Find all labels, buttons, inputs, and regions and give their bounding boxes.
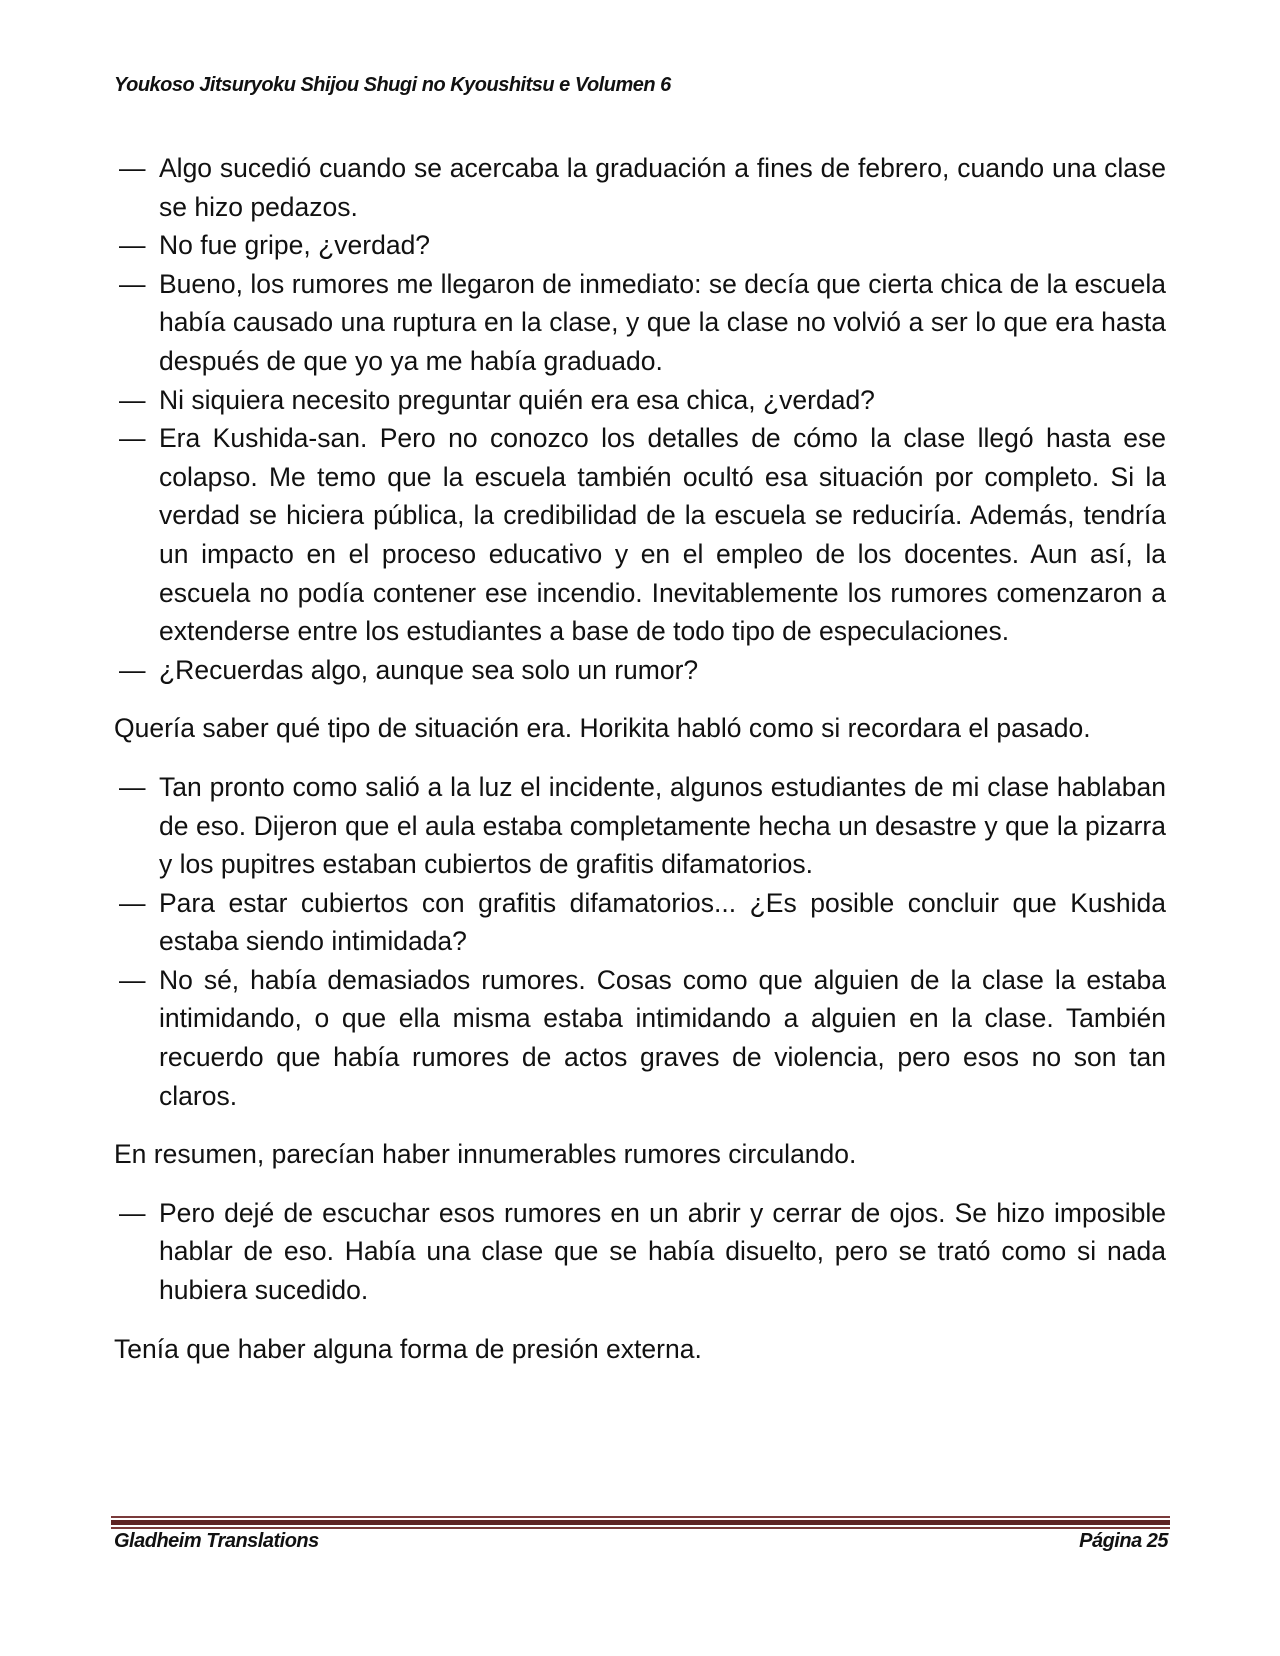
paragraph-text: Para estar cubiertos con grafitis difamatorios... ¿Es posible concluir que Kushida estaba siendo intimidada?	[159, 887, 1166, 957]
dialogue-dash: —	[119, 268, 146, 299]
dialogue-line	[114, 265, 1166, 381]
dialogue-line	[114, 884, 1166, 961]
paragraph-text: No sé, había demasiados rumores. Cosas como que alguien de la clase la estaba intimidando, o que ella misma estaba intimidando a alguien en la clase. También recuerdo que había rumores de actos graves de violencia, pero esos no son tan claros.	[159, 964, 1166, 1111]
paragraph-text: Era Kushida-san. Pero no conozco los detalles de cómo la clase llegó hasta ese colapso. Me temo que la escuela también ocultó esa situación por completo. Si la verdad se hiciera pública, la credibilidad de la escuela se reduciría. Además, tendría un impacto en el proceso educativo y en el empleo de los docentes. Aun así, la escuela no podía contener ese incendio. Inevitablemente los rumores comenzaron a extenderse entre los estudiantes a base de todo tipo de especulaciones.	[159, 423, 1166, 647]
page-number: Página 25	[1079, 1530, 1168, 1552]
footer-rule	[111, 1516, 1170, 1529]
dialogue-dash: —	[119, 771, 146, 802]
paragraph-text: Ni siquiera necesito preguntar quién era esa chica, ¿verdad?	[159, 384, 875, 415]
paragraph-text: Tenía que haber alguna forma de presión externa.	[114, 1333, 702, 1364]
paragraph-text: Pero dejé de escuchar esos rumores en un abrir y cerrar de ojos. Se hizo imposible hablar de eso. Había una clase que se había disuelto, pero se trató como si nada hubiera sucedido.	[159, 1197, 1166, 1306]
dialogue-dash: —	[119, 1197, 146, 1228]
dialogue-line	[114, 768, 1166, 884]
dialogue-dash: —	[119, 153, 146, 183]
dialogue-line	[114, 226, 1166, 265]
paragraph-text: Bueno, los rumores me llegaron de inmediato: se decía que cierta chica de la escuela había causado una ruptura en la clase, y que la clase no volvió a ser lo que era hasta después de que yo ya me había graduado.	[159, 268, 1166, 376]
paragraph-text: ¿Recuerdas algo, aunque sea solo un rumor?	[159, 654, 699, 685]
paragraph-text: Tan pronto como salió a la luz el incidente, algunos estudiantes de mi clase hablaban de eso. Dijeron que el aula estaba completamente hecha un desastre y que la pizarra y los pupitres estaban cubiertos de grafitis difamatorios.	[159, 771, 1166, 880]
dialogue-dash: —	[119, 423, 146, 454]
dialogue-line	[114, 419, 1166, 651]
paragraph-text: No fue gripe, ¿verdad?	[159, 230, 431, 261]
dialogue-line	[114, 381, 1166, 420]
paragraph-text: Algo sucedió cuando se acercaba la graduación a fines de febrero, cuando una clase se hizo pedazos.	[159, 153, 1166, 222]
narration-paragraph	[114, 1330, 1166, 1369]
paragraph-text: Quería saber qué tipo de situación era. Horikita habló como si recordara el pasado.	[114, 713, 1091, 744]
dialogue-line	[114, 1194, 1166, 1310]
dialogue-dash: —	[119, 964, 146, 995]
dialogue-line	[114, 651, 1166, 690]
dialogue-dash: —	[119, 654, 146, 685]
dialogue-dash: —	[119, 384, 146, 415]
dialogue-line	[114, 149, 1166, 226]
dialogue-dash: —	[119, 887, 146, 918]
page-body	[114, 149, 1166, 1388]
dialogue-dash: —	[119, 230, 146, 261]
footer-credit: Gladheim Translations	[114, 1530, 319, 1552]
running-header: Youkoso Jitsuryoku Shijou Shugi no Kyoushitsu e Volumen 6	[114, 74, 671, 96]
narration-paragraph	[114, 709, 1166, 748]
paragraph-text: En resumen, parecían haber innumerables rumores circulando.	[114, 1139, 857, 1170]
narration-paragraph	[114, 1135, 1166, 1174]
dialogue-line	[114, 961, 1166, 1115]
